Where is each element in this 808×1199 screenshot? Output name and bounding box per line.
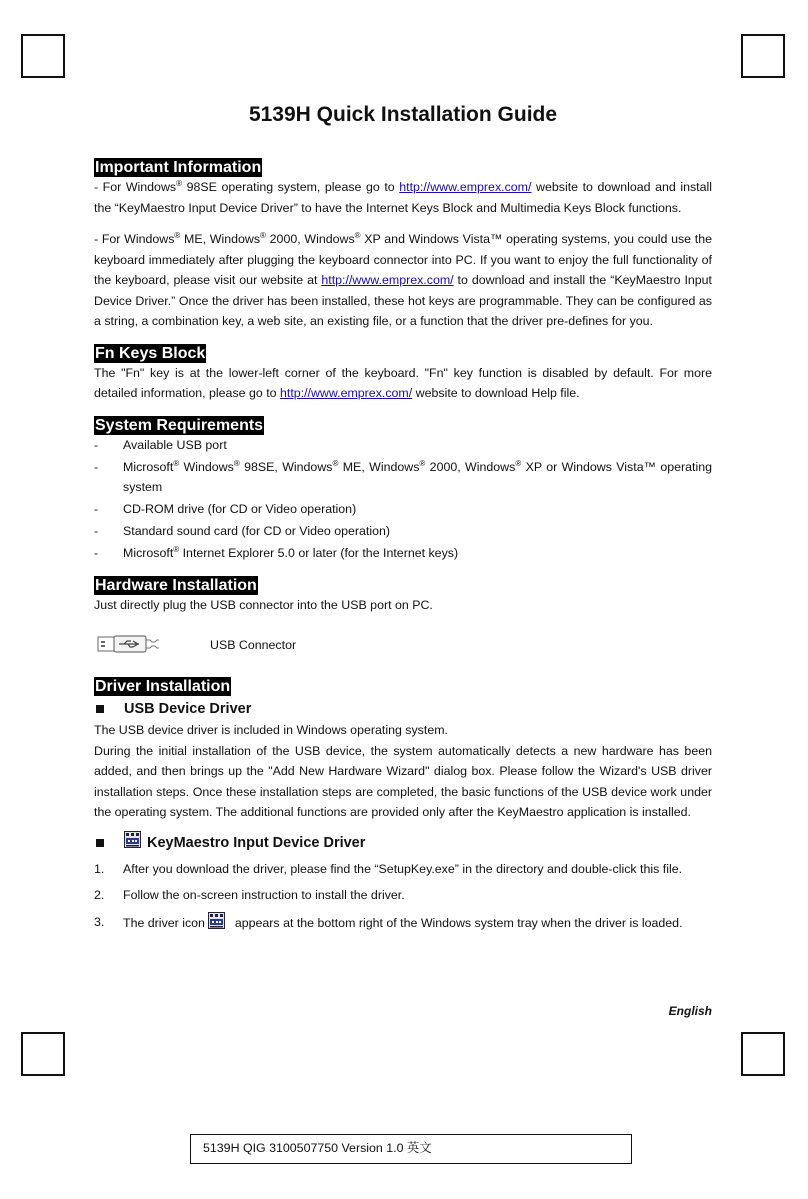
section-hardware-installation: [94, 576, 712, 666]
list-item: 3. The driver icon appears at the bottom right of the Windows system tray when the driver is loaded.: [94, 912, 712, 936]
crop-mark-top-right: [741, 34, 785, 78]
square-bullet-icon: [96, 705, 104, 713]
section-heading-system-requirements: System Requirements: [95, 416, 264, 434]
footer-version-box: 5139H QIG 3100507750 Version 1.0 英文: [190, 1134, 632, 1164]
section-important-information: [94, 158, 712, 332]
emprex-link[interactable]: http://www.emprex.com/: [399, 180, 532, 194]
hardware-paragraph: Just directly plug the USB connector into the USB port on PC.: [94, 597, 433, 612]
driver-tray-icon: [208, 912, 225, 936]
emprex-link[interactable]: http://www.emprex.com/: [279, 386, 413, 400]
usb-connector-icon: [97, 635, 167, 656]
section-fn-keys: [94, 344, 712, 404]
driver-install-steps: [94, 859, 712, 936]
crop-mark-bottom-right: [741, 1032, 785, 1076]
important-paragraph-2: - For Windows® ME, Windows® 2000, Windows® XP and Windows Vista™ operating systems, you could use the keyboard immediately after plugging the keyboard connector into PC. If you want to enjoy the full functionality of the keyboard, please visit our website at http://www.emprex.com/ to download and install the “KeyMaestro Input Device Driver.” Once the driver has been installed, these hot keys are programmable. They can be configured as a string, a combination key, a web site, an existing file, or a function that the driver pre-defines for you.: [94, 230, 712, 328]
usb-connector-figure: [94, 615, 712, 665]
usb-driver-paragraph-2: During the initial installation of the USB device, the system automatically detects a new hardware has been added, and then brings up the "Add New Hardware Wizard" dialog box. Please follow the Wizard's USB driver installation steps. Once these installation steps are completed, the basic functions of the USB device work under the operating system. The additional functions are provided only after the KeyMaestro application is installed.: [94, 743, 712, 819]
crop-mark-bottom-left: [21, 1032, 65, 1076]
usb-driver-paragraph-1: The USB device driver is included in Windows operating system.: [94, 723, 448, 737]
usb-connector-caption: USB Connector: [210, 638, 297, 652]
usb-driver-heading: USB Device Driver: [94, 698, 712, 720]
section-heading-driver: Driver Installation: [95, 678, 231, 695]
crop-mark-top-left: [21, 34, 65, 78]
list-item: - Microsoft® Internet Explorer 5.0 or later (for the Internet keys): [94, 544, 459, 560]
page-title: 5139H Quick Installation Guide: [248, 103, 558, 126]
list-item: - Microsoft® Windows® 98SE, Windows® ME, Windows® 2000, Windows® XP or Windows Vista™ operating system: [94, 458, 713, 494]
language-label: English: [668, 1004, 712, 1018]
fn-paragraph: The "Fn" key is at the lower-left corner of the keyboard. "Fn" key function is disabled by default. For more detailed information, please go to http://www.emprex.com/ website to download Help file.: [94, 365, 712, 400]
list-item: 1. After you download the driver, please find the “SetupKey.exe” in the directory and double-click this file.: [94, 861, 683, 876]
square-bullet-icon: [96, 839, 104, 847]
keymaestro-icon: [124, 831, 141, 855]
section-heading-important: Important Information: [95, 159, 262, 176]
list-item: - Available USB port: [94, 437, 227, 452]
section-heading-hardware: Hardware Installation: [95, 576, 257, 594]
document-body: [94, 100, 712, 947]
keymaestro-driver-heading: KeyMaestro Input Device Driver: [94, 831, 712, 855]
requirements-list: [94, 435, 712, 564]
section-heading-fn-keys: Fn Keys Block: [95, 344, 206, 362]
list-item: 2. Follow the on-screen instruction to install the driver.: [94, 888, 405, 902]
section-driver-installation: [94, 677, 712, 935]
important-paragraph-1: - For Windows® 98SE operating system, please go to http://www.emprex.com/ website to download and install the “KeyMaestro Input Device Driver” to have the Internet Keys Block and Multimedia Keys Block functions.: [94, 178, 712, 215]
list-item: - CD-ROM drive (for CD or Video operation): [94, 502, 357, 516]
section-system-requirements: [94, 416, 712, 564]
emprex-link[interactable]: http://www.emprex.com/: [321, 273, 454, 287]
list-item: - Standard sound card (for CD or Video operation): [94, 524, 391, 538]
